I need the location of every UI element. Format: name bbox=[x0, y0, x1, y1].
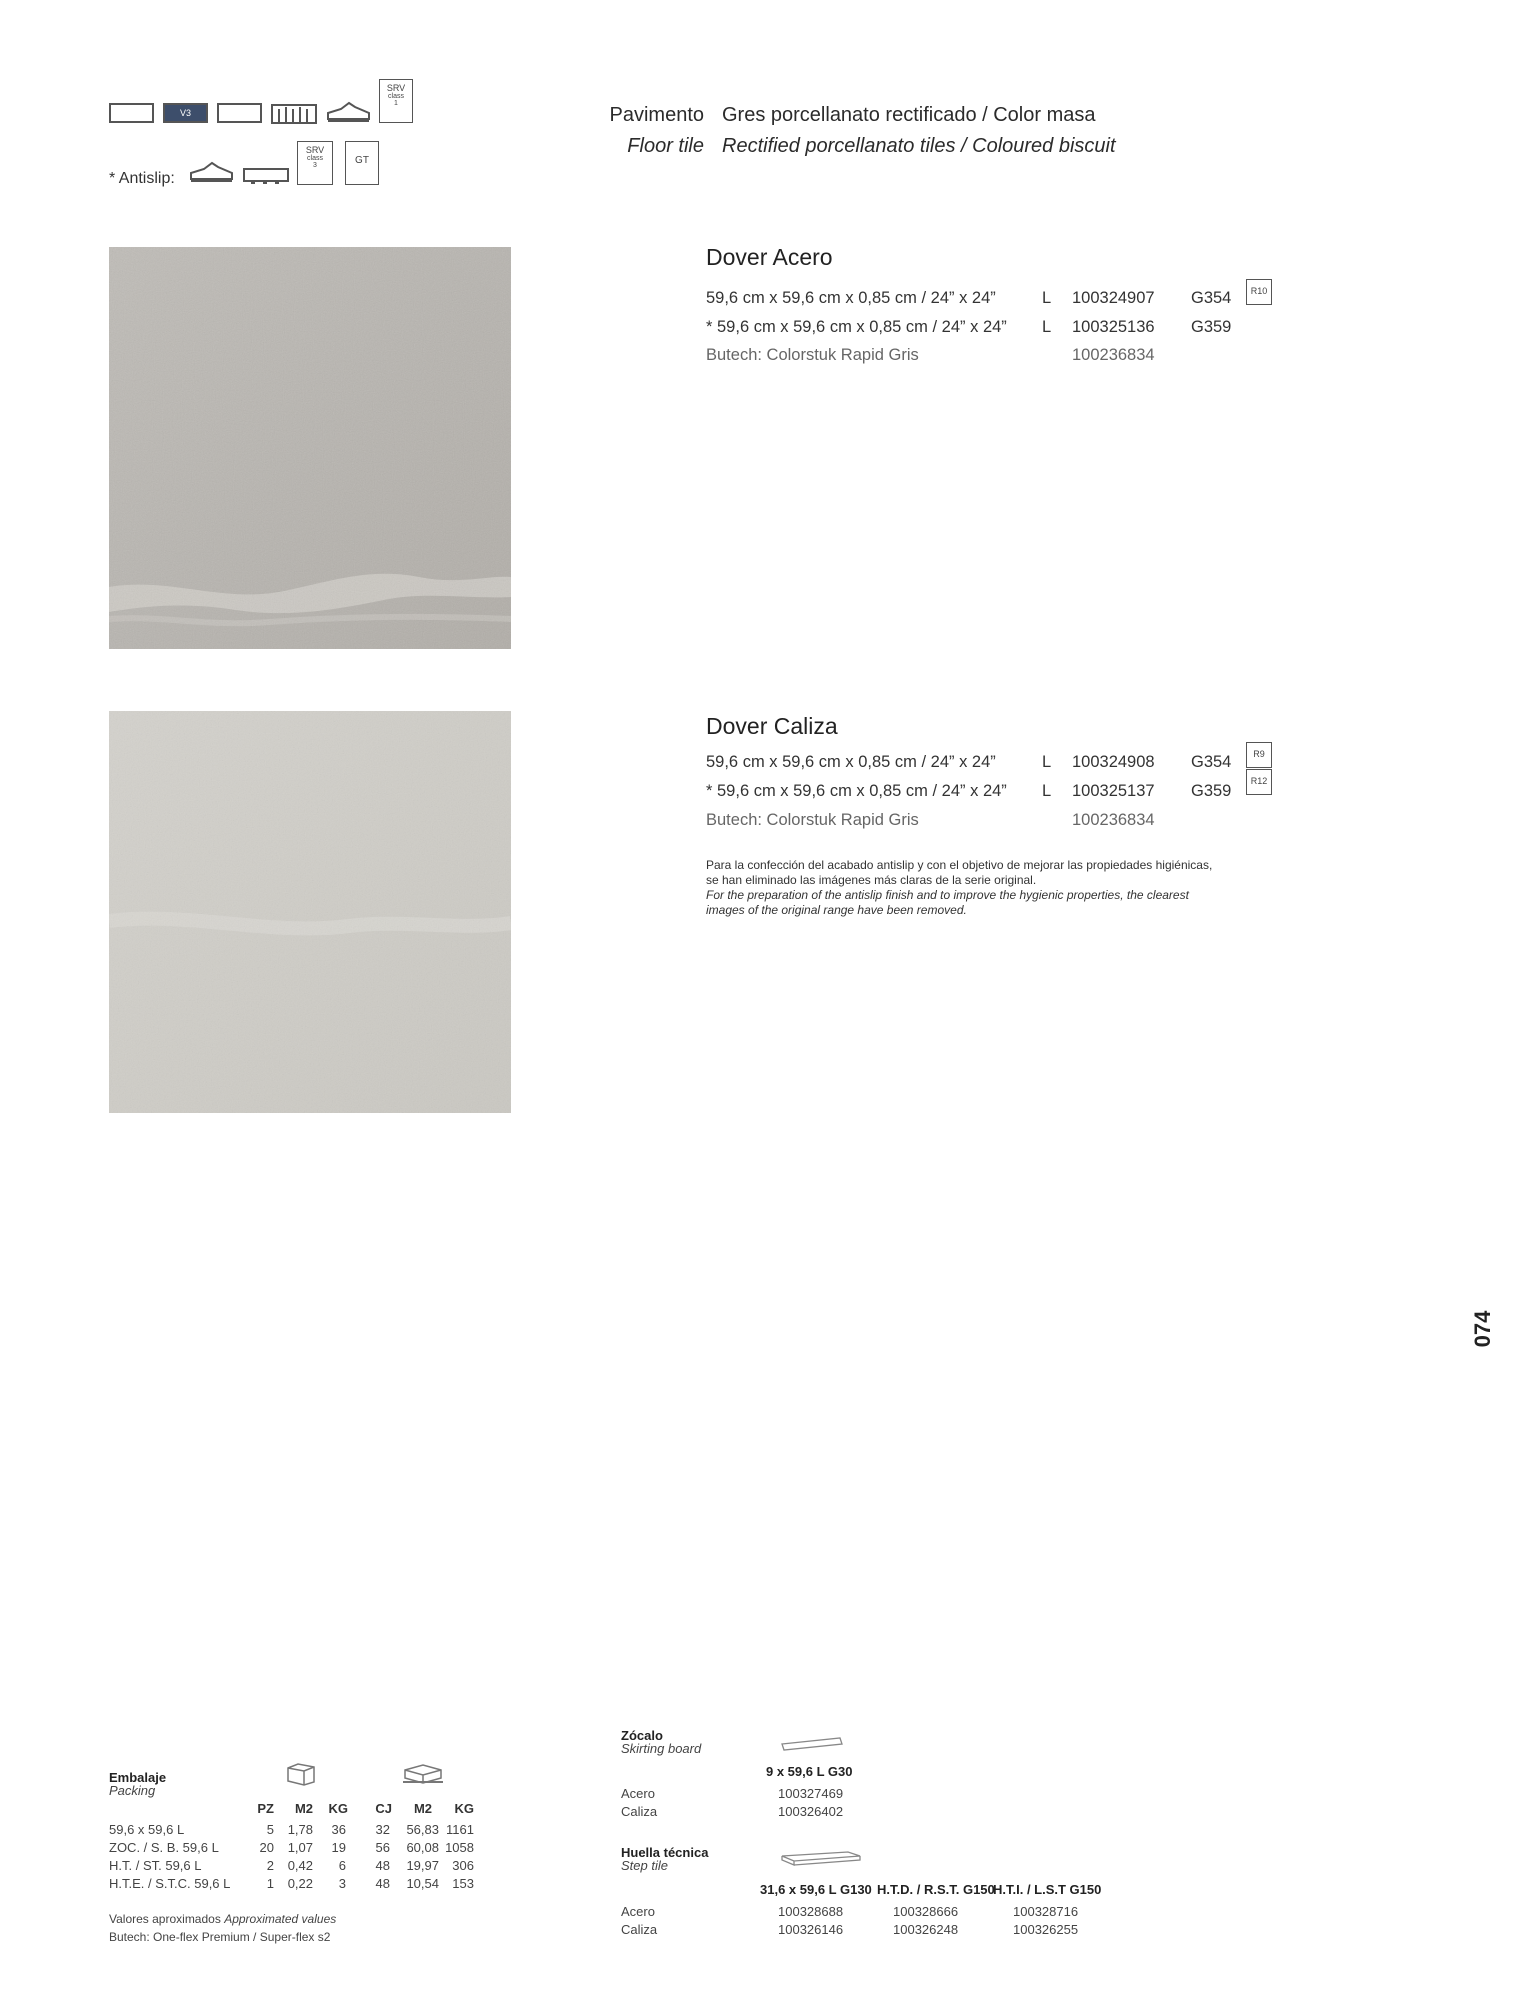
product-title: Dover Acero bbox=[706, 244, 833, 270]
skirting-title-en: Skirting board bbox=[621, 1741, 702, 1756]
group-code: G359 bbox=[1191, 318, 1232, 336]
size-text: * 59,6 cm x 59,6 cm x 0,85 cm / 24” x 24” bbox=[706, 782, 1007, 800]
step-row-label: Acero bbox=[621, 1904, 655, 1919]
product-row bbox=[706, 782, 1306, 806]
note-es-line: se han eliminado las imágenes más claras de la serie original. bbox=[706, 873, 1037, 887]
product-code: 100325137 bbox=[1072, 782, 1155, 800]
slip-rating-badge: R9 bbox=[1246, 742, 1272, 768]
size-text: 59,6 cm x 59,6 cm x 0,85 cm / 24” x 24” bbox=[706, 753, 996, 771]
group-code: G354 bbox=[1191, 289, 1232, 307]
product-row bbox=[706, 318, 1306, 342]
step-code: 100326255 bbox=[1013, 1922, 1079, 1937]
skirting-code: 100327469 bbox=[778, 1786, 844, 1801]
header-description-en: Rectified porcellanato tiles / Coloured biscuit bbox=[722, 135, 1116, 157]
cell: 1161 bbox=[446, 1822, 474, 1837]
v3-variation-icon bbox=[163, 103, 208, 123]
slip-rating-badge: R10 bbox=[1246, 279, 1272, 305]
product-code: 100324907 bbox=[1072, 289, 1155, 307]
cell: 1,07 bbox=[287, 1840, 313, 1855]
cell: 56,83 bbox=[406, 1822, 439, 1837]
cell: 36 bbox=[331, 1822, 346, 1837]
cell: 0,42 bbox=[287, 1858, 313, 1873]
shoe-traffic-icon bbox=[325, 99, 371, 125]
row-label: H.T. / ST. 59,6 L bbox=[109, 1858, 202, 1873]
step-header: 31,6 x 59,6 L G130 bbox=[760, 1882, 872, 1897]
cell: 0,22 bbox=[287, 1876, 313, 1891]
header-description-es: Gres porcellanato rectificado / Color masa bbox=[722, 104, 1096, 126]
product-row bbox=[706, 289, 1306, 313]
cell: 1,78 bbox=[287, 1822, 313, 1837]
srv-class-1-badge: SRV class 1 bbox=[379, 79, 413, 123]
column-header: KG bbox=[328, 1801, 348, 1816]
step-code: 100328666 bbox=[893, 1904, 959, 1919]
step-row-label: Caliza bbox=[621, 1922, 658, 1937]
product-code: 100325136 bbox=[1072, 318, 1155, 336]
skirting-code: 100326402 bbox=[778, 1804, 844, 1819]
row-label: H.T.E. / S.T.C. 59,6 L bbox=[109, 1876, 231, 1891]
product-row bbox=[706, 753, 1306, 777]
antislip-floor-icon bbox=[243, 163, 289, 185]
wall-usage-icon bbox=[217, 103, 262, 123]
cell: 153 bbox=[452, 1876, 474, 1891]
header-category-es: Pavimento bbox=[609, 104, 704, 126]
row-label: 59,6 x 59,6 L bbox=[109, 1822, 185, 1837]
pallet-icon bbox=[399, 1762, 447, 1786]
grout-text: Butech: Colorstuk Rapid Gris bbox=[706, 811, 919, 829]
cell: 10,54 bbox=[406, 1876, 439, 1891]
step-code: 100326146 bbox=[778, 1922, 844, 1937]
skirting-row-label: Caliza bbox=[621, 1804, 658, 1819]
product-code: 100236834 bbox=[1072, 811, 1155, 829]
cell: 5 bbox=[266, 1822, 274, 1837]
approx-values-note: Valores aproximados Approximated values bbox=[109, 1912, 337, 1926]
gt-badge: GT bbox=[345, 141, 379, 185]
cell: 1058 bbox=[445, 1840, 474, 1855]
cell: 32 bbox=[375, 1822, 390, 1837]
antislip-shoe-icon bbox=[188, 159, 234, 185]
dover-acero-tile-image bbox=[109, 247, 511, 649]
product-code: 100324908 bbox=[1072, 753, 1155, 771]
packing-title-en: Packing bbox=[109, 1783, 156, 1798]
cell: 20 bbox=[259, 1840, 274, 1855]
antislip-note bbox=[706, 858, 1266, 918]
product-title: Dover Caliza bbox=[706, 713, 838, 739]
butech-adhesive-note: Butech: One-flex Premium / Super-flex s2 bbox=[109, 1930, 331, 1944]
cell: 1 bbox=[266, 1876, 274, 1891]
cell: 19,97 bbox=[406, 1858, 439, 1873]
v3-label: V3 bbox=[179, 108, 191, 118]
cell: 306 bbox=[452, 1858, 474, 1873]
note-en-line: For the preparation of the antislip finish and to improve the hygienic properties, the clearest bbox=[706, 888, 1189, 902]
product-row bbox=[706, 811, 1306, 835]
finish-text: L bbox=[1042, 289, 1052, 307]
column-header: KG bbox=[454, 1801, 474, 1816]
slip-rating-badge: R12 bbox=[1246, 769, 1272, 795]
page-number: 074 bbox=[1470, 1310, 1495, 1348]
product-row bbox=[706, 346, 1306, 370]
group-code: G354 bbox=[1191, 753, 1232, 771]
step-title: Huella técnica bbox=[621, 1845, 709, 1860]
note-en-line: images of the original range have been removed. bbox=[706, 903, 967, 917]
row-label: ZOC. / S. B. 59,6 L bbox=[109, 1840, 219, 1855]
floor-usage-icon bbox=[109, 103, 154, 123]
column-header: M2 bbox=[294, 1801, 313, 1816]
packing-title: Embalaje bbox=[109, 1770, 167, 1785]
finish-text: L bbox=[1042, 318, 1052, 336]
box-icon bbox=[284, 1762, 318, 1786]
step-code: 100328688 bbox=[778, 1904, 844, 1919]
frost-resistant-icon bbox=[271, 101, 317, 125]
skirting-row-label: Acero bbox=[621, 1786, 655, 1801]
product-code: 100236834 bbox=[1072, 346, 1155, 364]
cell: 6 bbox=[338, 1858, 346, 1873]
column-header: CJ bbox=[375, 1801, 392, 1816]
step-title-en: Step tile bbox=[621, 1858, 668, 1873]
cell: 60,08 bbox=[406, 1840, 439, 1855]
cell: 48 bbox=[375, 1876, 390, 1891]
finish-text: L bbox=[1042, 753, 1052, 771]
grout-text: Butech: Colorstuk Rapid Gris bbox=[706, 346, 919, 364]
dover-caliza-tile-image bbox=[109, 711, 511, 1113]
column-header: PZ bbox=[257, 1801, 274, 1816]
step-code: 100328716 bbox=[1013, 1904, 1079, 1919]
group-code: G359 bbox=[1191, 782, 1232, 800]
cell: 3 bbox=[338, 1876, 346, 1891]
header-category-en: Floor tile bbox=[627, 135, 704, 157]
size-text: * 59,6 cm x 59,6 cm x 0,85 cm / 24” x 24” bbox=[706, 318, 1007, 336]
skirting-board-icon bbox=[780, 1734, 844, 1754]
size-text: 59,6 cm x 59,6 cm x 0,85 cm / 24” x 24” bbox=[706, 289, 996, 307]
step-header: H.T.D. / R.S.T. G150 bbox=[877, 1882, 995, 1897]
column-header: M2 bbox=[413, 1801, 432, 1816]
note-es-line: Para la confección del acabado antislip y con el objetivo de mejorar las propiedades higiénicas, bbox=[706, 858, 1213, 872]
cell: 2 bbox=[266, 1858, 274, 1873]
step-code: 100326248 bbox=[893, 1922, 959, 1937]
cell: 56 bbox=[375, 1840, 390, 1855]
step-header: H.T.I. / L.S.T G150 bbox=[993, 1882, 1102, 1897]
antislip-label: * Antislip: bbox=[109, 170, 175, 187]
skirting-size: 9 x 59,6 L G30 bbox=[766, 1764, 853, 1779]
cell: 48 bbox=[375, 1858, 390, 1873]
skirting-title: Zócalo bbox=[621, 1728, 663, 1743]
cell: 19 bbox=[331, 1840, 346, 1855]
step-tile-icon bbox=[780, 1848, 862, 1870]
finish-text: L bbox=[1042, 782, 1052, 800]
srv-class-3-badge: SRV class 3 bbox=[297, 141, 333, 185]
